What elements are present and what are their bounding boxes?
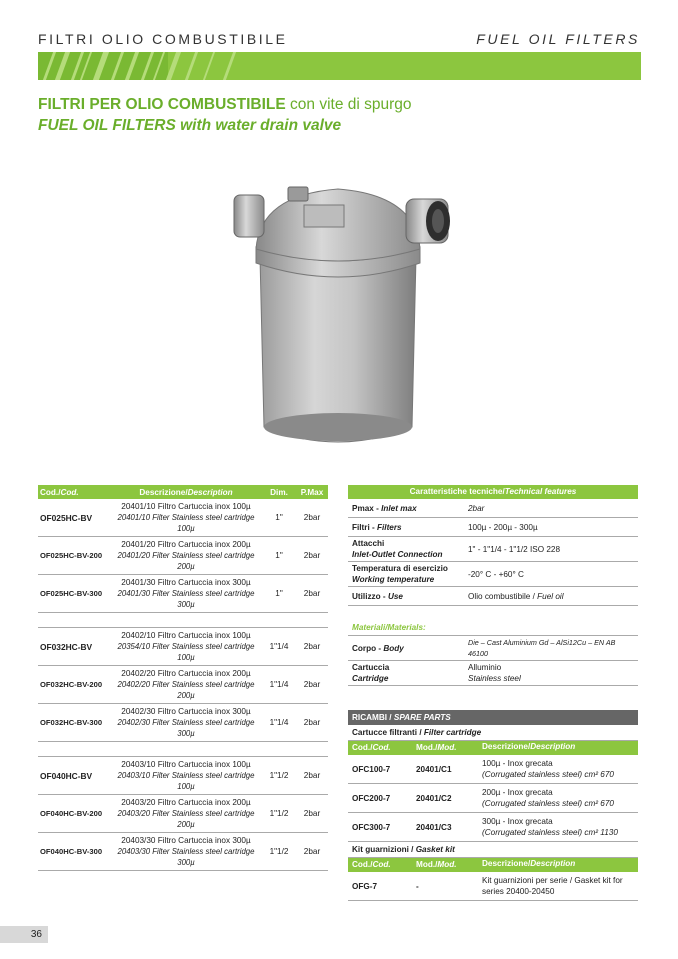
- product-code: OF040HC-BV-300: [38, 833, 110, 871]
- tech-value: 2bar: [468, 503, 485, 513]
- table-row: [38, 575, 328, 613]
- tech-key: Utilizzo - Use: [352, 591, 403, 601]
- col-description: Descrizione/Description: [110, 485, 262, 499]
- description-en: 20402/30 Filter Stainless steel cartridge 300µ: [117, 718, 255, 738]
- product-description: [110, 833, 262, 871]
- tech-row: [348, 518, 638, 537]
- gasket-row: [348, 872, 638, 901]
- product-code: OF025HC-BV-300: [38, 575, 110, 613]
- product-description: [110, 795, 262, 833]
- table-row: [38, 833, 328, 871]
- tech-value: -20° C - +60° C: [468, 569, 524, 579]
- tech-value: 100µ - 200µ - 300µ: [468, 522, 538, 532]
- col-pmax: P.Max: [296, 485, 328, 499]
- product-table: [38, 485, 328, 871]
- product-dim: 1"1/4: [262, 704, 296, 742]
- product-dim: 1"1/2: [262, 833, 296, 871]
- page-number: 36: [0, 926, 48, 943]
- tech-key: Attacchi Inlet-Outlet Connection: [352, 539, 443, 559]
- product-description: [110, 537, 262, 575]
- product-dim: 1"1/2: [262, 757, 296, 795]
- description-it: 20401/20 Filtro Cartuccia inox 200µ: [121, 540, 251, 549]
- spare-parts: [348, 710, 638, 901]
- product-description: [110, 757, 262, 795]
- tech-value: 1" - 1"1/4 - 1"1/2 ISO 228: [468, 544, 561, 554]
- product-dim: 1": [262, 537, 296, 575]
- product-pmax: 2bar: [296, 833, 328, 871]
- description-en: 20401/10 Filter Stainless steel cartridge 100µ: [117, 513, 255, 533]
- tech-key: Filtri - Filters: [352, 522, 402, 532]
- product-dim: 1"1/2: [262, 795, 296, 833]
- header-band: [38, 52, 641, 80]
- cartridge-code: OFC200-7: [352, 793, 391, 803]
- gasket-header: Cod./Cod. Mod./Mod. Descrizione/Description: [348, 858, 638, 872]
- gasket-desc: Kit guarnizioni per serie / Gasket kit for series 20400-20450: [482, 876, 623, 896]
- cartridge-mod: 20401/C1: [416, 764, 452, 774]
- cartridge-mod: 20401/C3: [416, 822, 452, 832]
- product-description: [110, 628, 262, 666]
- description-en: 20403/20 Filter Stainless steel cartridge 200µ: [117, 809, 255, 829]
- description-en: 20401/20 Filter Stainless steel cartridge 200µ: [117, 551, 255, 571]
- cartridge-code: OFC100-7: [352, 764, 391, 774]
- product-description: [110, 499, 262, 537]
- tech-key: Pmax - Inlet max: [352, 503, 417, 513]
- description-it: 20401/10 Filtro Cartuccia inox 100µ: [121, 502, 251, 511]
- product-dim: 1"1/4: [262, 666, 296, 704]
- product-pmax: 2bar: [296, 795, 328, 833]
- product-code: OF025HC-BV: [38, 499, 110, 537]
- cartridge-row: [348, 813, 638, 842]
- tech-key: Temperatura di esercizio Working temperature: [352, 564, 448, 584]
- table-row: [38, 666, 328, 704]
- description-it: 20403/20 Filtro Cartuccia inox 200µ: [121, 798, 251, 807]
- tech-header: Caratteristiche tecniche/Technical features: [348, 485, 638, 499]
- col-dim: Dim.: [262, 485, 296, 499]
- product-pmax: 2bar: [296, 575, 328, 613]
- col-code: Cod./Cod.: [38, 485, 110, 499]
- description-it: 20402/10 Filtro Cartuccia inox 100µ: [121, 631, 251, 640]
- group-separator: [38, 613, 328, 628]
- material-row: [348, 636, 638, 661]
- table-row: [38, 499, 328, 537]
- product-description: [110, 666, 262, 704]
- product-dim: 1"1/4: [262, 628, 296, 666]
- product-dim: 1": [262, 575, 296, 613]
- tech-value: Olio combustibile / Fuel oil: [468, 591, 564, 601]
- product-pmax: 2bar: [296, 666, 328, 704]
- material-value: Alluminio Stainless steel: [468, 663, 521, 683]
- page-title-en: FUEL OIL FILTERS with water drain valve: [38, 117, 342, 134]
- gasket-title: Kit guarnizioni / Gasket kit: [348, 842, 638, 858]
- product-code: OF025HC-BV-200: [38, 537, 110, 575]
- description-it: 20402/20 Filtro Cartuccia inox 200µ: [121, 669, 251, 678]
- group-separator: [38, 742, 328, 757]
- table-row: [38, 628, 328, 666]
- table-row: [38, 704, 328, 742]
- cartridge-row: [348, 755, 638, 784]
- material-row: [348, 661, 638, 686]
- fuel-filter-image: [220, 165, 460, 465]
- gasket-code: OFG-7: [352, 881, 378, 891]
- spare-parts-header: RICAMBI / SPARE PARTS: [348, 710, 638, 725]
- materials-title: Materiali/Materials:: [348, 620, 638, 636]
- cartridge-desc: 100µ - Inox grecata (Corrugated stainless steel) cm² 670: [482, 759, 614, 779]
- description-en: 20402/20 Filter Stainless steel cartridge 200µ: [117, 680, 255, 700]
- cartridges-header: Cod./Cod. Mod./Mod. Descrizione/Description: [348, 741, 638, 755]
- product-code: OF040HC-BV-200: [38, 795, 110, 833]
- product-code: OF040HC-BV: [38, 757, 110, 795]
- tech-row: [348, 537, 638, 562]
- product-pmax: 2bar: [296, 757, 328, 795]
- product-dim: 1": [262, 499, 296, 537]
- cartridge-code: OFC300-7: [352, 822, 391, 832]
- description-en: 20401/30 Filter Stainless steel cartridge 300µ: [117, 589, 255, 609]
- product-description: [110, 575, 262, 613]
- tech-row: [348, 587, 638, 606]
- table-row: [38, 537, 328, 575]
- cartridge-mod: 20401/C2: [416, 793, 452, 803]
- table-row: [38, 757, 328, 795]
- product-code: OF032HC-BV-200: [38, 666, 110, 704]
- technical-features: [348, 485, 638, 686]
- description-en: 20403/30 Filter Stainless steel cartridge 300µ: [117, 847, 255, 867]
- description-en: 20403/10 Filter Stainless steel cartridge 100µ: [117, 771, 255, 791]
- cartridge-desc: 200µ - Inox grecata (Corrugated stainless steel) cm² 670: [482, 788, 614, 808]
- description-it: 20403/10 Filtro Cartuccia inox 100µ: [121, 760, 251, 769]
- product-pmax: 2bar: [296, 628, 328, 666]
- product-pmax: 2bar: [296, 704, 328, 742]
- material-key: Cartuccia Cartridge: [352, 663, 390, 683]
- product-pmax: 2bar: [296, 499, 328, 537]
- section-title-it: FILTRI OLIO COMBUSTIBILE: [38, 31, 288, 47]
- tech-row: [348, 562, 638, 587]
- gasket-mod: -: [416, 881, 419, 891]
- material-value: Die – Cast Aluminium Gd – AlSi12Cu – EN AB 46100: [468, 638, 616, 658]
- page-title-it: FILTRI PER OLIO COMBUSTIBILE con vite di spurgo: [38, 96, 412, 113]
- cartridge-desc: 300µ - Inox grecata (Corrugated stainless steel) cm² 1130: [482, 817, 618, 837]
- product-code: OF032HC-BV-300: [38, 704, 110, 742]
- material-key: Corpo - Body: [352, 643, 404, 653]
- product-description: [110, 704, 262, 742]
- description-it: 20402/30 Filtro Cartuccia inox 300µ: [121, 707, 251, 716]
- description-en: 20354/10 Filter Stainless steel cartridge 100µ: [117, 642, 255, 662]
- cartridges-title: Cartucce filtranti / Filter cartridge: [348, 725, 638, 741]
- description-it: 20403/30 Filtro Cartuccia inox 300µ: [121, 836, 251, 845]
- product-pmax: 2bar: [296, 537, 328, 575]
- table-row: [38, 795, 328, 833]
- section-title-en: FUEL OIL FILTERS: [476, 31, 640, 47]
- tech-row: [348, 499, 638, 518]
- description-it: 20401/30 Filtro Cartuccia inox 300µ: [121, 578, 251, 587]
- cartridge-row: [348, 784, 638, 813]
- product-code: OF032HC-BV: [38, 628, 110, 666]
